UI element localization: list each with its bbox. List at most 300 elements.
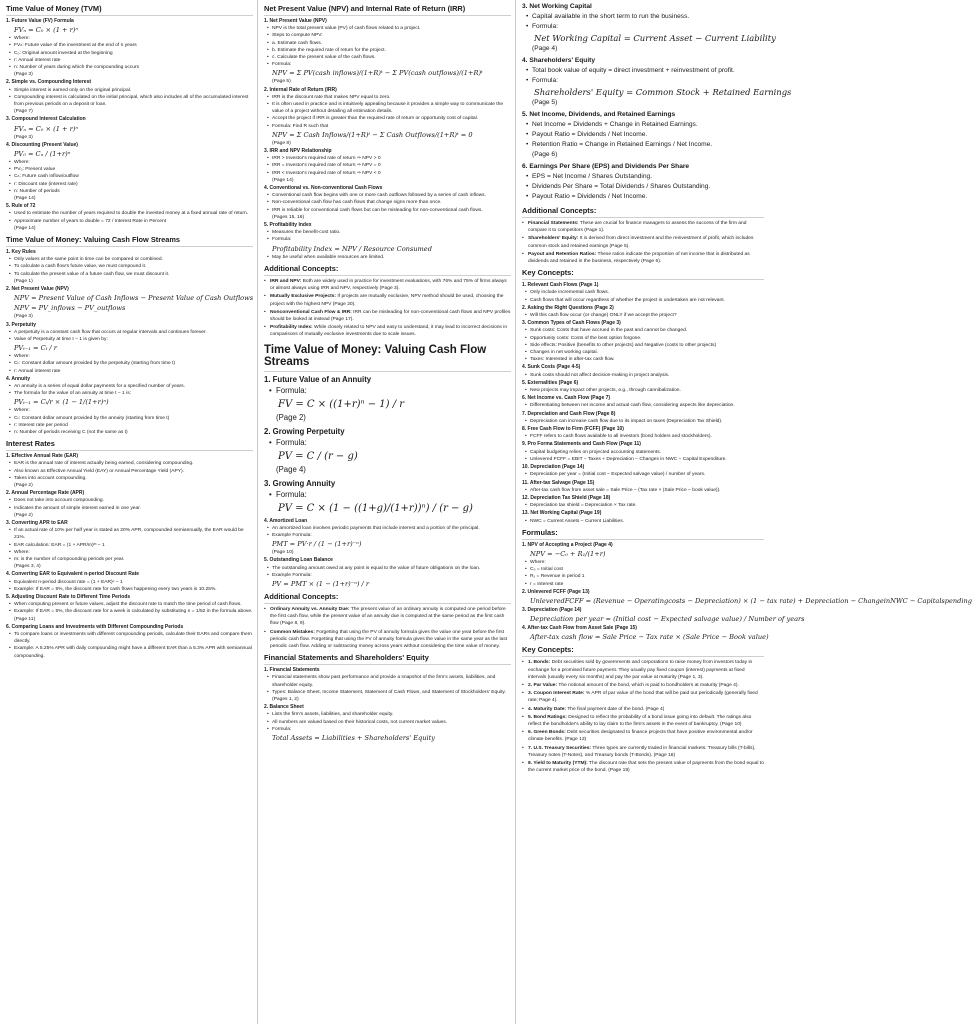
list-item <box>522 320 764 363</box>
page-reference: (Page 5) <box>272 79 291 85</box>
bullet-item: • Takes into account compounding. <box>14 475 253 482</box>
bullet-list <box>6 383 253 397</box>
page-reference: (Page 14) <box>14 196 36 202</box>
bullet-list <box>6 256 253 278</box>
bullet-item: • IRR > Investor's required rate of return ⇒ NPV > 0 <box>272 155 511 162</box>
page-reference: (Page 1) <box>14 278 33 284</box>
item-title: 2. Internal Rate of Return (IRR) <box>264 86 337 93</box>
list-item <box>522 162 764 202</box>
bullet-list <box>6 87 253 109</box>
section-title-additional-concepts-2: Additional Concepts: <box>264 590 511 604</box>
item-title: 1. NPV of Accepting a Project (Page 4) <box>522 541 613 548</box>
bullet-item: • n: Number of years during which the compounding occurs <box>14 64 253 71</box>
bullet-item: • To calculate the present value of a future cash flow, we must discount it. <box>14 271 253 278</box>
item-title: 4. Sunk Costs (Page 4-5) <box>522 364 581 371</box>
bullet-list <box>264 192 511 214</box>
bullet-item: • Approximate number of years to double = 72 / Interest Rate in Percent <box>14 218 253 225</box>
formula: PVₜ₋₁ = Cₜ / r <box>14 344 57 353</box>
item-title: 4. Conventional vs. Non-conventional Cash Flows <box>264 185 383 192</box>
bullet-list <box>522 66 764 86</box>
list-item <box>264 518 511 557</box>
bullet-list <box>6 497 253 511</box>
section-title-valuing-streams: Time Value of Money: Valuing Cash Flow Streams <box>6 233 253 247</box>
bullet-list <box>6 210 253 224</box>
concept-term: IRR and NPV: <box>270 278 302 284</box>
formula: PMT = PV·r / (1 − (1+r)⁻ⁿ) <box>272 540 362 549</box>
bullet-list <box>264 25 511 68</box>
bullet-list <box>522 518 764 525</box>
bullet-item: • Cₜ: Constant dollar amount provided by the annuity (starting from time t) <box>14 415 253 422</box>
item-title: 3. Compound Interest Calculation <box>6 116 86 123</box>
section-title-valuing-streams-2: Time Value of Money: Valuing Cash Flow Streams <box>264 340 511 372</box>
concept-term: Common Mistakes: <box>270 629 315 635</box>
bullet-list <box>522 471 764 478</box>
bullet-item: • Formula: <box>276 489 511 501</box>
concept-term: 3. Coupon Interest Rate: <box>528 691 585 697</box>
formula: Shareholders' Equity = Common Stock + Retained Earnings <box>534 87 792 97</box>
list-item <box>6 79 253 115</box>
page-reference: (Pages 3, 4) <box>14 564 41 570</box>
list-item <box>6 571 253 593</box>
item-title: 5. Net Income, Dividends, and Retained Earnings <box>522 111 676 118</box>
bullet-item: • PV₀: Present value <box>14 166 253 173</box>
bullet-item: • Only values at the same point in time can be compared or combined. <box>14 256 253 263</box>
formula: PV = PMT × (1 − (1+r)⁻ⁿ) / r <box>272 579 370 588</box>
bullet-list <box>6 631 253 660</box>
bullet-item: • NWC = Current Assets − Current Liabilities. <box>530 518 764 525</box>
page-reference: (Page 3) <box>14 72 33 78</box>
concept-item <box>264 324 511 338</box>
section-valuing-streams-items <box>6 249 253 436</box>
item-title: 3. Growing Annuity <box>264 478 336 488</box>
bullet-item: • Capital budgeting relies on projected accounting statements. <box>530 449 764 456</box>
list-item <box>522 110 764 160</box>
bullet-list <box>522 487 764 494</box>
item-title: 2. Net Present Value (NPV) <box>6 286 69 293</box>
bullet-list <box>264 711 511 733</box>
section-title-interest-rates: Interest Rates <box>6 437 253 451</box>
bullet-item: • Unlevered FCFF = EBIT − Taxes + Depreciation − Changes in NWC − Capital Expenditure. <box>530 456 764 463</box>
list-item <box>522 542 764 588</box>
list-item <box>522 282 764 304</box>
item-title: 1. Effective Annual Rate (EAR) <box>6 453 79 460</box>
section-title-key-concepts-bonds: Key Concepts: <box>522 643 764 657</box>
item-title: 5. Profitability Index <box>264 222 312 229</box>
bullet-item: • C₀ = Initial cost <box>530 566 764 573</box>
page-reference: (Page 2) <box>14 512 33 518</box>
bullet-item: • Example: If EAR = 5%, the discount rate for a week is calculated by substituting n = 1/52 in the formula above. <box>14 608 253 615</box>
additional-concepts-3-list <box>522 220 764 265</box>
concept-term: Payout and Retention Ratios: <box>528 251 597 257</box>
item-title: 3. Common Types of Cash Flows (Page 3) <box>522 320 621 327</box>
bullet-item: • An amortized loan involves periodic payments that include interest and a portion of the principal. <box>272 525 511 532</box>
concept-term: Mutually Exclusive Projects: <box>270 294 337 300</box>
bullet-item: • Formula: <box>276 437 511 449</box>
concept-item <box>522 745 764 759</box>
bullet-item: • Steps to compute NPV: <box>272 32 511 39</box>
bullet-list <box>6 159 253 195</box>
concept-item <box>522 729 764 743</box>
bullet-item: • Cₜ: Constant dollar amount provided by the perpetuity (starting from time t) <box>14 360 253 367</box>
concept-term: Profitability Index: <box>270 325 313 331</box>
bullet-item: • If an actual rate of 10% per half year is stated as 20% APR, compounded semiannually, the EAR would be 21%. <box>14 527 253 541</box>
item-title: 1. Net Present Value (NPV) <box>264 18 327 24</box>
bullet-item: • Where: <box>14 35 253 42</box>
bullet-item: • Sunk costs should not affect decision-making in project analysis. <box>530 372 764 379</box>
bullet-item: • The outstanding amount owed at any point is equal to the value of future obligations on the loan. <box>272 565 511 572</box>
bullet-item: • Formula: Find R such that <box>272 123 511 130</box>
list-item <box>6 594 253 623</box>
bullet-list <box>522 172 764 202</box>
formula: NPV = Present Value of Cash Inflows − Present Value of Cash Outflows <box>14 294 254 303</box>
bullet-item: • Does not take into account compounding. <box>14 497 253 504</box>
bullet-list <box>264 229 511 243</box>
list-item <box>6 286 253 320</box>
bullet-item: • Payout Ratio = Dividends / Net Income. <box>532 130 764 140</box>
item-title: 3. IRR and NPV Relationship <box>264 148 332 155</box>
section-title-npv-irr: Net Present Value (NPV) and Internal Rate of Return (IRR) <box>264 2 511 16</box>
concept-item <box>264 309 511 323</box>
concept-term: 2. Par Value: <box>528 682 558 688</box>
item-title: 2. Balance Sheet <box>264 704 304 711</box>
concept-text: IRR can be misleading for non-conventional cash flows and NPV profiles should be looked at instead (Page 17). <box>270 309 511 322</box>
list-item <box>522 480 764 494</box>
formula: NPV = −C₀ + R₁/(1+r) <box>530 549 606 558</box>
section-title-additional-concepts-1: Additional Concepts: <box>264 262 511 276</box>
formula: PV = C × (1 − ((1+g)/(1+r))ⁿ) / (r − g) <box>278 502 473 514</box>
page-reference: (Page 7) <box>14 109 33 115</box>
bullet-list <box>264 674 511 696</box>
bullet-list <box>522 372 764 379</box>
page-reference: (Page 14) <box>272 177 294 183</box>
list-item <box>264 374 511 424</box>
list-item <box>264 148 511 184</box>
bullet-item: • Cash flows that will occur regardless of whether the project is undertaken are not relevant. <box>530 297 764 304</box>
item-title: 4. Shareholders' Equity <box>522 57 596 64</box>
item-title: 4. After-tax Cash Flow from Asset Sale (Page 15) <box>522 625 637 632</box>
bullet-list <box>6 601 253 615</box>
bullet-list <box>264 525 511 539</box>
section-formulas-items <box>522 541 972 643</box>
bullet-item: • c. Calculate the present value of the cash flows. <box>272 54 511 61</box>
bullet-list <box>522 387 764 394</box>
concept-text: While closely related to NPV and easy to understand, it may lead to incorrect decisions in comparisons of mutually exclusive investments due to scale issues. <box>270 325 508 338</box>
bullet-item: • Will this cash flow occur (or change) ONLY if we accept the project? <box>530 312 764 319</box>
bullet-item: • Example: If EAR = 5%, the discount rate for cash flows happening every two years is 10.25%. <box>14 586 253 593</box>
item-title: 5. Outstanding Loan Balance <box>264 557 333 564</box>
bullet-list <box>264 94 511 130</box>
list-item <box>522 2 776 54</box>
bullet-item: • C₀: Original amount invested at the beginning <box>14 50 253 57</box>
section-valuing-streams-2-items <box>264 374 511 516</box>
column-3 <box>516 0 972 1024</box>
item-title: 1. Financial Statements <box>264 667 320 674</box>
bullet-list <box>522 12 764 32</box>
bullet-item: • n: Number of periods <box>14 188 253 195</box>
bullet-item: • Depreciation can increase cash flow due to its impact on taxes (Depreciation Tax Shield). <box>530 418 764 425</box>
bullet-item: • IRR is the discount rate that makes NPV equal to zero. <box>272 94 511 101</box>
bullet-item: • Formula: <box>272 236 511 243</box>
item-title: 2. Asking the Right Questions (Page 2) <box>522 304 614 311</box>
concept-text: Debt securities designated to finance projects that have positive environmental and/or climate benefits. (Page 13) <box>528 730 753 743</box>
item-title: 3. Converting APR to EAR <box>6 519 68 526</box>
list-item <box>522 588 972 606</box>
section-key-concepts-cashflow-items <box>522 282 764 525</box>
bullet-item: • Financial statements show past performance and provide a snapshot of the firm's assets, liabilities, and shareholder equity. <box>272 674 511 688</box>
page-reference: (Page 11) <box>14 616 36 622</box>
item-title: 2. Growing Perpetuity <box>264 426 345 436</box>
bullet-list <box>522 418 764 425</box>
concept-text: These ratios indicate the proportion of net income that is distributed as dividends and retained in the business, respectively (Page 6). <box>528 251 750 265</box>
bullet-item: • Only include incremental cash flows. <box>530 289 764 296</box>
bullet-item: • Retention Ratio = Change in Retained Earnings / Net Income. <box>532 140 764 150</box>
column-1 <box>0 0 258 1024</box>
bullet-item: • Used to estimate the number of years required to double the invested money at a fixed annual rate of return. <box>14 210 253 217</box>
concept-item <box>522 690 764 704</box>
bullet-item: • When computing present or future values, adjust the discount rate to match the time period of cash flows. <box>14 601 253 608</box>
bullet-item: • To calculate a cash flow's future value, we must compound it. <box>14 263 253 270</box>
concept-item <box>522 706 764 713</box>
formula: NPV = Σ PV(cash inflows)/(1+R)ᵗ − Σ PV(cash outflows)/(1+R)ᵗ <box>272 69 483 78</box>
bullet-item: • Types: Balance Sheet, Income Statement, Statement of Cash Flows, and Statement of Stockholders' Equity. <box>272 689 511 696</box>
bullet-list <box>522 289 764 303</box>
concept-item <box>522 659 764 681</box>
concept-text: % APR of par value of the bond that will be paid out periodically (generally fixed rate; Page 4). <box>528 691 758 704</box>
bullet-list <box>522 402 764 409</box>
page-reference: (Page 3) <box>14 314 33 320</box>
concept-text: These are crucial for finance managers to assess the success of the firm and compare it to competitors (Page 1). <box>528 221 747 234</box>
bullet-item: • Cₙ: Future cash inflow/outflow <box>14 173 253 180</box>
section-equity-items <box>522 2 792 202</box>
bullet-item: • Value of Perpetuity at time t − 1 is given by: <box>14 336 253 343</box>
bullet-item: • FVₙ: Future value of the investment at the end of n years <box>14 42 253 49</box>
formula: Depreciation per year = (Initial cost − Expected salvage value) / Number of years <box>530 615 805 624</box>
bullet-item: • Payout Ratio = Dividends / Net Income. <box>532 192 764 202</box>
bullet-list <box>522 433 764 440</box>
formula: NPV = Σ Cash Inflows/(1+R)ᵗ − Σ Cash Outflows/(1+R)ᵗ = 0 <box>272 130 473 139</box>
page-reference: (Page 5) <box>532 99 558 106</box>
bullet-item: • Where: <box>14 549 253 556</box>
item-title: 6. Comparing Loans and Investments with Different Compounding Periods <box>6 623 184 630</box>
bullet-item: • Where: <box>14 159 253 166</box>
list-item <box>522 464 764 478</box>
bullet-item: • Taxes: Interested in after-tax cash flow. <box>530 356 764 363</box>
section-title-financial-statements: Financial Statements and Shareholders' Equity <box>264 651 511 665</box>
bullet-item: • Depreciation per year = (Initial cost − Expected salvage value) / number of years. <box>530 471 764 478</box>
list-item <box>522 395 764 409</box>
bullet-item: • Side effects: Positive (benefits to other projects) and Negative (costs to other projects) <box>530 342 764 349</box>
item-title: 7. Depreciation and Cash Flow (Page 8) <box>522 410 616 417</box>
page-reference: (Page 8) <box>272 140 291 146</box>
item-title: 3. Depreciation (Page 14) <box>522 606 582 613</box>
bullet-item: • a. Estimate cash flows. <box>272 40 511 47</box>
concept-term: 4. Maturity Date: <box>528 706 567 712</box>
bullet-item: • Formula: <box>276 385 511 397</box>
concept-text: Both are widely used in practice for investment evaluations, with 76% and 75% of firms always or almost always using IRR and NPV, respectively (Page 3). <box>270 278 507 292</box>
bullet-item: • Sunk costs: Costs that have accrued in the past and cannot be changed. <box>530 327 764 334</box>
list-item <box>6 18 253 78</box>
bullet-item: • EPS = Net Income / Shares Outstanding. <box>532 172 764 182</box>
list-item <box>522 411 764 425</box>
bullet-item: • Changes in net working capital. <box>530 349 764 356</box>
bullet-item: • IRR = Investor's required rate of return ⇒ NPV = 0 <box>272 162 511 169</box>
item-title: 1. Future Value (FV) Formula <box>6 18 74 24</box>
bullet-item: • Formula: <box>272 726 511 733</box>
item-title: 2. Annual Percentage Rate (APR) <box>6 490 85 497</box>
page-reference: (Page 10) <box>272 550 294 556</box>
list-item <box>264 667 511 703</box>
list-item <box>264 557 511 589</box>
concept-item <box>264 629 511 651</box>
bullet-list <box>6 579 253 593</box>
concept-term: 6. Green Bonds: <box>528 730 566 736</box>
bullet-list <box>522 120 764 150</box>
concept-term: Financial Statements: <box>528 221 579 226</box>
list-item <box>6 624 253 660</box>
item-title: 4. Amortized Loan <box>264 517 308 524</box>
formula: FVₙ = C₀ × (1 + r)ⁿ <box>14 124 79 133</box>
bullet-item: • Simple interest is earned only on the original principal. <box>14 87 253 94</box>
item-title: 9. Pro Forma Statements and Cash Flow (Page 11) <box>522 441 641 448</box>
bullet-list <box>6 407 253 436</box>
list-item <box>6 376 253 436</box>
item-title: 1. Key Rules <box>6 249 36 256</box>
page-reference: (Page 2) <box>276 412 306 422</box>
bullet-item: • r: Discount rate (interest rate) <box>14 181 253 188</box>
list-item <box>264 222 511 261</box>
bullet-item: • r: Interest rate per period <box>14 422 253 429</box>
item-title: 12. Depreciation Tax Shield (Page 18) <box>522 494 611 501</box>
bullet-item: • Total book value of equity = direct investment + reinvestment of profit. <box>532 66 764 76</box>
item-title: 5. Rule of 72 <box>6 203 36 210</box>
bullet-list <box>6 527 253 563</box>
bullet-list <box>6 353 253 375</box>
page-reference: (Page 14) <box>14 225 36 231</box>
list-item <box>6 453 253 489</box>
item-title: 2. Simple vs. Compounding Interest <box>6 79 92 86</box>
formula: FV = C × ((1+r)ⁿ − 1) / r <box>278 398 405 410</box>
page-reference: (Page 4) <box>276 464 306 474</box>
concept-term: Ordinary Annuity vs. Annuity Due: <box>270 606 350 612</box>
bullet-item: • Formula: <box>532 22 764 32</box>
bullet-item: • New projects may impact other projects, e.g., through cannibalization. <box>530 387 764 394</box>
item-title: 6. Earnings Per Share (EPS) and Dividends Per Share <box>522 163 690 170</box>
list-item <box>522 495 764 509</box>
section-tvm-items <box>6 18 253 232</box>
page-reference: (Page 4) <box>532 45 558 52</box>
page-reference: (Pages 15, 16) <box>272 214 305 220</box>
list-item <box>522 606 805 624</box>
concept-term: 8. Yield to Maturity (YTM): <box>528 760 588 766</box>
list-item <box>522 364 764 378</box>
bullet-item: • Example Formula: <box>272 572 511 579</box>
concept-text: The final payment date of the bond. (Page 4) <box>566 706 665 712</box>
concept-item <box>522 714 764 728</box>
item-title: 11. After-tax Salvage (Page 15) <box>522 479 595 486</box>
concept-term: 1. Bonds: <box>528 660 551 666</box>
bullet-list <box>264 385 511 397</box>
bullet-item: • Formula: <box>532 76 764 86</box>
item-title: 5. Adjusting Discount Rate to Different Time Periods <box>6 594 131 600</box>
bullet-list <box>522 559 764 588</box>
section-key-concepts-bonds-list <box>522 659 764 774</box>
bullet-item: • Where: <box>530 559 764 566</box>
list-item <box>522 510 764 524</box>
bullet-item: • FCFF refers to cash flows available to all investors (bond holders and stockholders). <box>530 433 764 440</box>
concept-text: The discount rate that sets the present value of payments from the bond equal to the current market price of the bond. (Page 19) <box>528 760 764 774</box>
list-item <box>522 426 764 440</box>
item-title: 6. Net Income vs. Cash Flow (Page 7) <box>522 395 611 402</box>
list-item <box>522 56 792 108</box>
item-title: 8. Free Cash Flow to Firm (FCFF) (Page 10) <box>522 426 624 433</box>
item-title: 13. Net Working Capital (Page 19) <box>522 510 602 517</box>
bullet-item: • IRR < Investor's required rate of return ⇒ NPV < 0 <box>272 170 511 177</box>
list-item <box>6 203 253 232</box>
bullet-item: • Where: <box>14 353 253 360</box>
concept-text: The notional amount of the bond, which is paid to bondholders at maturity (Page 4). <box>557 682 739 688</box>
concept-text: Designed to reflect the probability of a bond issue going into default. The ratings also reflect the bondholder's ability to lay claim to the firm's assets in the event of bankruptcy. (Page 10) <box>528 714 752 727</box>
bullet-list <box>522 502 764 509</box>
column-2 <box>258 0 516 1024</box>
item-title: 4. Annuity <box>6 375 30 382</box>
bullet-item: • Compounding interest is calculated on the initial principal, which also includes all of the accumulated interest from previous periods on a deposit or loan. <box>14 94 253 108</box>
bullet-item: • EAR is the annual rate of interest actually being earned, considering compounding. <box>14 460 253 467</box>
bullet-item: • The formula for the value of an annuity at time t − 1 is: <box>14 390 253 397</box>
formula: FVₙ = C₀ × (1 + r)ⁿ <box>14 26 79 35</box>
list-item <box>264 426 511 476</box>
bullet-list <box>522 327 764 363</box>
list-item <box>264 18 511 86</box>
concept-term: 7. U.S. Treasury Securities: <box>528 745 592 751</box>
formula: Net Working Capital = Current Asset − Current Liability <box>534 33 776 43</box>
list-item <box>264 478 511 516</box>
formula: UnleveredFCFF = (Revenue − Operatingcosts − Depreciation) × (1 − tax rate) + Depreciation − ChangeinNWC − Capitalspending <box>530 596 972 605</box>
concept-text: Forgetting that using the PV of annuity formula gives the value one year before the first periodic cash flow. Forgetting that using the FV of annuity formula gives the value in the same year as the last periodic cash flow. Adding or subtracting money across years without considering the time value of money. <box>270 629 508 649</box>
bullet-item: • Depreciation tax shield = Depreciation × Tax rate. <box>530 502 764 509</box>
bullet-list <box>264 489 511 501</box>
page-reference: (Pages 1, 2) <box>272 696 299 702</box>
item-title: 1. Future Value of an Annuity <box>264 374 372 384</box>
concept-text: The present value of an ordinary annuity is computed one period before the first cash flow, while the present value of an annuity due is computed at the same period as the first cash flow (Page 8, 9). <box>270 606 506 627</box>
section-loans-items <box>264 518 511 589</box>
list-item <box>522 625 769 642</box>
list-item <box>522 305 764 319</box>
list-item <box>6 520 253 570</box>
section-title-key-concepts-cashflow: Key Concepts: <box>522 266 764 280</box>
formula: PV₀ = Cₙ / (1+r)ⁿ <box>14 150 71 159</box>
bullet-list <box>6 35 253 71</box>
bullet-item: • n: Number of periods receiving C (not the same as t) <box>14 429 253 436</box>
concept-term: Nonconventional Cash Flow & IRR: <box>270 309 352 315</box>
bullet-item: • NPV is the total present value (PV) of cash flows related to a project. <box>272 25 511 32</box>
concept-term: Shareholders' Equity: <box>528 236 579 242</box>
bullet-item: • r = Interest rate <box>530 581 764 588</box>
concept-text: Debt securities sold by governments and corporations to raise money from investors today in exchange for a promised future payment. They usually pay fixed coupon (interest) payments at fixed intervals (usually every six months) and pay the par value at maturity (Page 1, 3). <box>528 660 753 680</box>
bullet-list <box>522 449 764 463</box>
item-title: 3. Net Working Capital <box>522 3 592 10</box>
bullet-list <box>264 437 511 449</box>
bullet-item: • Indicates the amount of simple interest earned in one year. <box>14 505 253 512</box>
bullet-item: • IRR is reliable for conventional cash flows but can be misleading for non-conventional cash flows. <box>272 207 511 214</box>
bullet-item: • After-tax cash flow from asset sale = Sale Price − (Tax rate × (Sale Price − book value)). <box>530 487 764 494</box>
concept-item <box>264 293 511 307</box>
bullet-item: • r: Annual interest rate <box>14 368 253 375</box>
list-item <box>6 116 253 140</box>
bullet-item: • Dividends Per Share = Total Dividends / Shares Outstanding. <box>532 182 764 192</box>
list-item <box>6 322 253 375</box>
formula: PVₜ₋₁ = Cₜ/r × (1 − 1/(1+r)ⁿ) <box>14 398 109 407</box>
concept-term: 5. Bond Ratings: <box>528 714 567 720</box>
